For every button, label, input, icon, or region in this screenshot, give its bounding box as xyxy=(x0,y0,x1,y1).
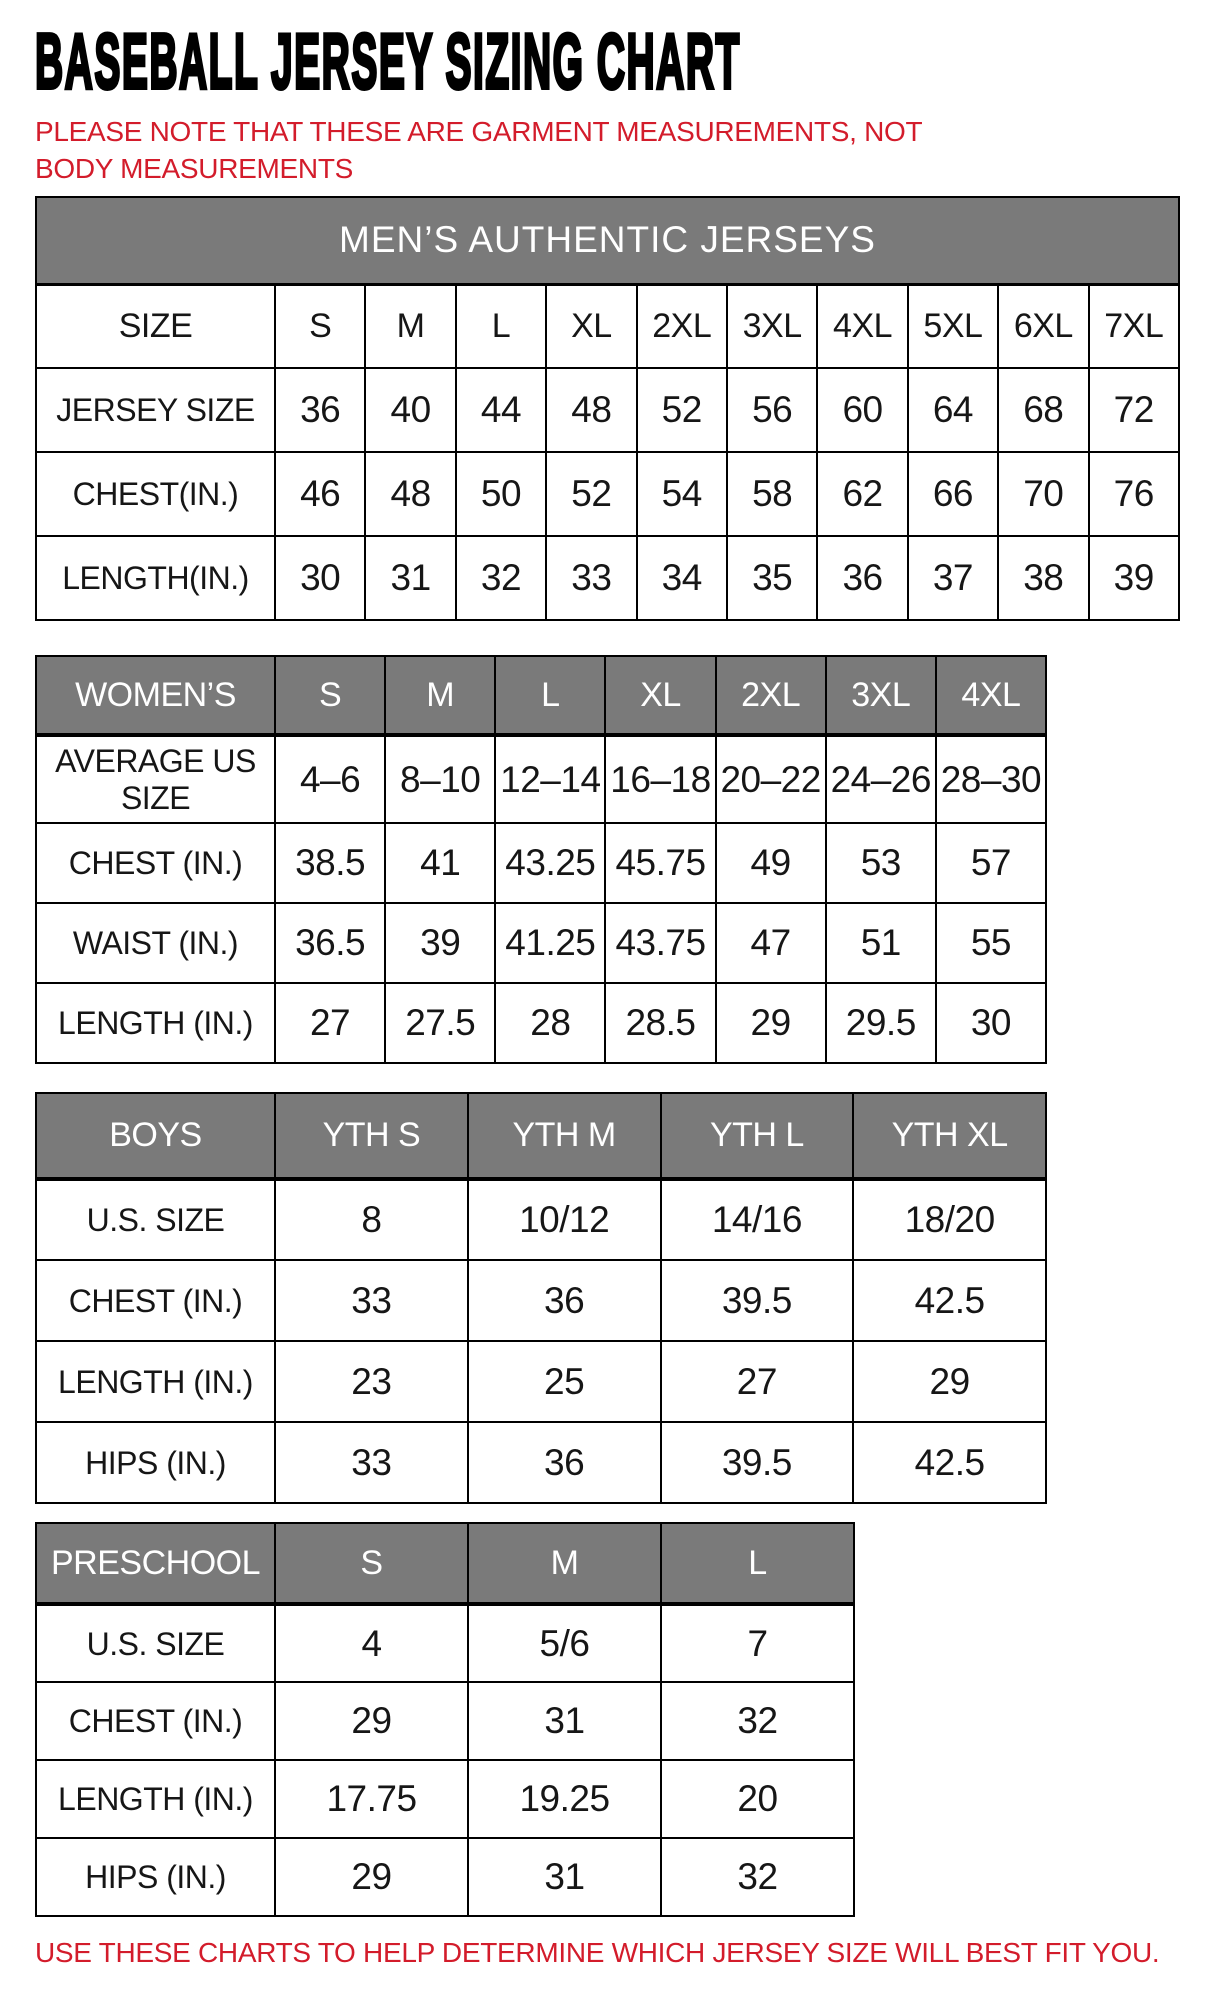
value-cell: 2XL xyxy=(637,284,727,368)
value-cell: 30 xyxy=(275,536,365,620)
column-header: YTH L xyxy=(661,1093,854,1179)
value-cell: 51 xyxy=(826,903,936,983)
value-cell: 30 xyxy=(936,983,1046,1063)
value-cell: 41 xyxy=(385,823,495,903)
value-cell: 35 xyxy=(727,536,817,620)
row-label: AVERAGE US SIZE xyxy=(36,735,275,823)
row-label: LENGTH (IN.) xyxy=(36,1760,275,1838)
value-cell: 33 xyxy=(275,1260,468,1341)
value-cell: 42.5 xyxy=(853,1422,1046,1503)
table-row xyxy=(36,1682,854,1760)
value-cell: 4–6 xyxy=(275,735,385,823)
value-cell: 46 xyxy=(275,452,365,536)
table-row xyxy=(36,903,1046,983)
row-label: U.S. SIZE xyxy=(36,1179,275,1260)
column-header: L xyxy=(661,1523,854,1604)
column-header: L xyxy=(495,656,605,735)
value-cell: 5/6 xyxy=(468,1604,661,1682)
column-header: M xyxy=(468,1523,661,1604)
value-cell: 52 xyxy=(546,452,636,536)
value-cell: 32 xyxy=(661,1682,854,1760)
table-row xyxy=(36,1604,854,1682)
value-cell: 49 xyxy=(716,823,826,903)
value-cell: 19.25 xyxy=(468,1760,661,1838)
value-cell: 34 xyxy=(637,536,727,620)
value-cell: 33 xyxy=(275,1422,468,1503)
row-label: HIPS (IN.) xyxy=(36,1422,275,1503)
row-label: LENGTH(IN.) xyxy=(36,536,275,620)
table-row xyxy=(36,1422,1046,1503)
value-cell: 40 xyxy=(365,368,455,452)
row-label: HIPS (IN.) xyxy=(36,1838,275,1916)
value-cell: 17.75 xyxy=(275,1760,468,1838)
row-label: JERSEY SIZE xyxy=(36,368,275,452)
value-cell: 3XL xyxy=(727,284,817,368)
column-header: 2XL xyxy=(716,656,826,735)
value-cell: 16–18 xyxy=(605,735,715,823)
value-cell: 38 xyxy=(998,536,1088,620)
table-row xyxy=(36,284,1179,368)
value-cell: M xyxy=(365,284,455,368)
value-cell: 50 xyxy=(456,452,546,536)
value-cell: 20 xyxy=(661,1760,854,1838)
value-cell: 58 xyxy=(727,452,817,536)
column-header: M xyxy=(385,656,495,735)
table-row xyxy=(36,1341,1046,1422)
table-row xyxy=(36,1760,854,1838)
value-cell: 55 xyxy=(936,903,1046,983)
value-cell: 48 xyxy=(546,368,636,452)
value-cell: 31 xyxy=(365,536,455,620)
table-row xyxy=(36,735,1046,823)
value-cell: 28–30 xyxy=(936,735,1046,823)
boys-table xyxy=(35,1092,1047,1504)
table-row xyxy=(36,1260,1046,1341)
column-header: S xyxy=(275,1523,468,1604)
value-cell: 14/16 xyxy=(661,1179,854,1260)
table-row xyxy=(36,823,1046,903)
value-cell: 28 xyxy=(495,983,605,1063)
value-cell: 62 xyxy=(817,452,907,536)
row-label: CHEST (IN.) xyxy=(36,1682,275,1760)
value-cell: 20–22 xyxy=(716,735,826,823)
value-cell: 39.5 xyxy=(661,1260,854,1341)
value-cell: 70 xyxy=(998,452,1088,536)
womens-header-label: WOMEN’S xyxy=(36,656,275,735)
value-cell: 52 xyxy=(637,368,727,452)
value-cell: 42.5 xyxy=(853,1260,1046,1341)
row-label: LENGTH (IN.) xyxy=(36,983,275,1063)
row-label: CHEST (IN.) xyxy=(36,823,275,903)
garment-measurement-note: PLEASE NOTE THAT THESE ARE GARMENT MEASUREMENTS, NOT BODY MEASUREMENTS xyxy=(35,116,922,184)
value-cell: 29 xyxy=(853,1341,1046,1422)
value-cell: 41.25 xyxy=(495,903,605,983)
preschool-header-label: PRESCHOOL xyxy=(36,1523,275,1604)
header-row xyxy=(36,1523,854,1604)
value-cell: 72 xyxy=(1089,368,1179,452)
column-header: XL xyxy=(605,656,715,735)
value-cell: 8–10 xyxy=(385,735,495,823)
value-cell: 39 xyxy=(385,903,495,983)
header-row xyxy=(36,1093,1046,1179)
value-cell: 64 xyxy=(908,368,998,452)
table-row xyxy=(36,1179,1046,1260)
preschool-table xyxy=(35,1522,855,1917)
value-cell: 8 xyxy=(275,1179,468,1260)
value-cell: 31 xyxy=(468,1838,661,1916)
mens-table-title: MEN’S AUTHENTIC JERSEYS xyxy=(36,197,1179,285)
value-cell: 36 xyxy=(275,368,365,452)
value-cell: S xyxy=(275,284,365,368)
value-cell: L xyxy=(456,284,546,368)
value-cell: 48 xyxy=(365,452,455,536)
value-cell: 36.5 xyxy=(275,903,385,983)
value-cell: 29 xyxy=(275,1682,468,1760)
value-cell: 36 xyxy=(817,536,907,620)
table-row xyxy=(36,452,1179,536)
value-cell: 43.25 xyxy=(495,823,605,903)
value-cell: 44 xyxy=(456,368,546,452)
value-cell: 37 xyxy=(908,536,998,620)
row-label: LENGTH (IN.) xyxy=(36,1341,275,1422)
value-cell: 36 xyxy=(468,1260,661,1341)
value-cell: 38.5 xyxy=(275,823,385,903)
value-cell: 10/12 xyxy=(468,1179,661,1260)
value-cell: 25 xyxy=(468,1341,661,1422)
column-header: 4XL xyxy=(936,656,1046,735)
value-cell: 47 xyxy=(716,903,826,983)
value-cell: XL xyxy=(546,284,636,368)
value-cell: 28.5 xyxy=(605,983,715,1063)
header-row xyxy=(36,197,1179,285)
value-cell: 4 xyxy=(275,1604,468,1682)
table-row xyxy=(36,1838,854,1916)
value-cell: 56 xyxy=(727,368,817,452)
value-cell: 32 xyxy=(456,536,546,620)
value-cell: 18/20 xyxy=(853,1179,1046,1260)
value-cell: 31 xyxy=(468,1682,661,1760)
value-cell: 27.5 xyxy=(385,983,495,1063)
page-title: BASEBALL JERSEY SIZING CHART xyxy=(35,17,741,105)
row-label: CHEST (IN.) xyxy=(36,1260,275,1341)
value-cell: 4XL xyxy=(817,284,907,368)
womens-table xyxy=(35,655,1047,1064)
value-cell: 29.5 xyxy=(826,983,936,1063)
table-row xyxy=(36,983,1046,1063)
value-cell: 7 xyxy=(661,1604,854,1682)
row-label: CHEST(IN.) xyxy=(36,452,275,536)
footer-note: USE THESE CHARTS TO HELP DETERMINE WHICH JERSEY SIZE WILL BEST FIT YOU. xyxy=(35,1937,1160,1969)
value-cell: 57 xyxy=(936,823,1046,903)
row-label: SIZE xyxy=(36,284,275,368)
value-cell: 27 xyxy=(275,983,385,1063)
value-cell: 7XL xyxy=(1089,284,1179,368)
value-cell: 45.75 xyxy=(605,823,715,903)
value-cell: 6XL xyxy=(998,284,1088,368)
column-header: YTH M xyxy=(468,1093,661,1179)
value-cell: 12–14 xyxy=(495,735,605,823)
header-row xyxy=(36,656,1046,735)
column-header: YTH S xyxy=(275,1093,468,1179)
value-cell: 29 xyxy=(275,1838,468,1916)
value-cell: 33 xyxy=(546,536,636,620)
value-cell: 29 xyxy=(716,983,826,1063)
value-cell: 27 xyxy=(661,1341,854,1422)
value-cell: 60 xyxy=(817,368,907,452)
value-cell: 39.5 xyxy=(661,1422,854,1503)
column-header: 3XL xyxy=(826,656,936,735)
sizing-chart-page xyxy=(0,17,1220,1969)
table-row xyxy=(36,368,1179,452)
value-cell: 53 xyxy=(826,823,936,903)
column-header: YTH XL xyxy=(853,1093,1046,1179)
table-row xyxy=(36,536,1179,620)
value-cell: 43.75 xyxy=(605,903,715,983)
value-cell: 5XL xyxy=(908,284,998,368)
column-header: S xyxy=(275,656,385,735)
value-cell: 32 xyxy=(661,1838,854,1916)
value-cell: 36 xyxy=(468,1422,661,1503)
value-cell: 23 xyxy=(275,1341,468,1422)
value-cell: 54 xyxy=(637,452,727,536)
value-cell: 68 xyxy=(998,368,1088,452)
value-cell: 24–26 xyxy=(826,735,936,823)
boys-header-label: BOYS xyxy=(36,1093,275,1179)
mens-table xyxy=(35,196,1180,622)
value-cell: 76 xyxy=(1089,452,1179,536)
row-label: WAIST (IN.) xyxy=(36,903,275,983)
value-cell: 39 xyxy=(1089,536,1179,620)
value-cell: 66 xyxy=(908,452,998,536)
row-label: U.S. SIZE xyxy=(36,1604,275,1682)
